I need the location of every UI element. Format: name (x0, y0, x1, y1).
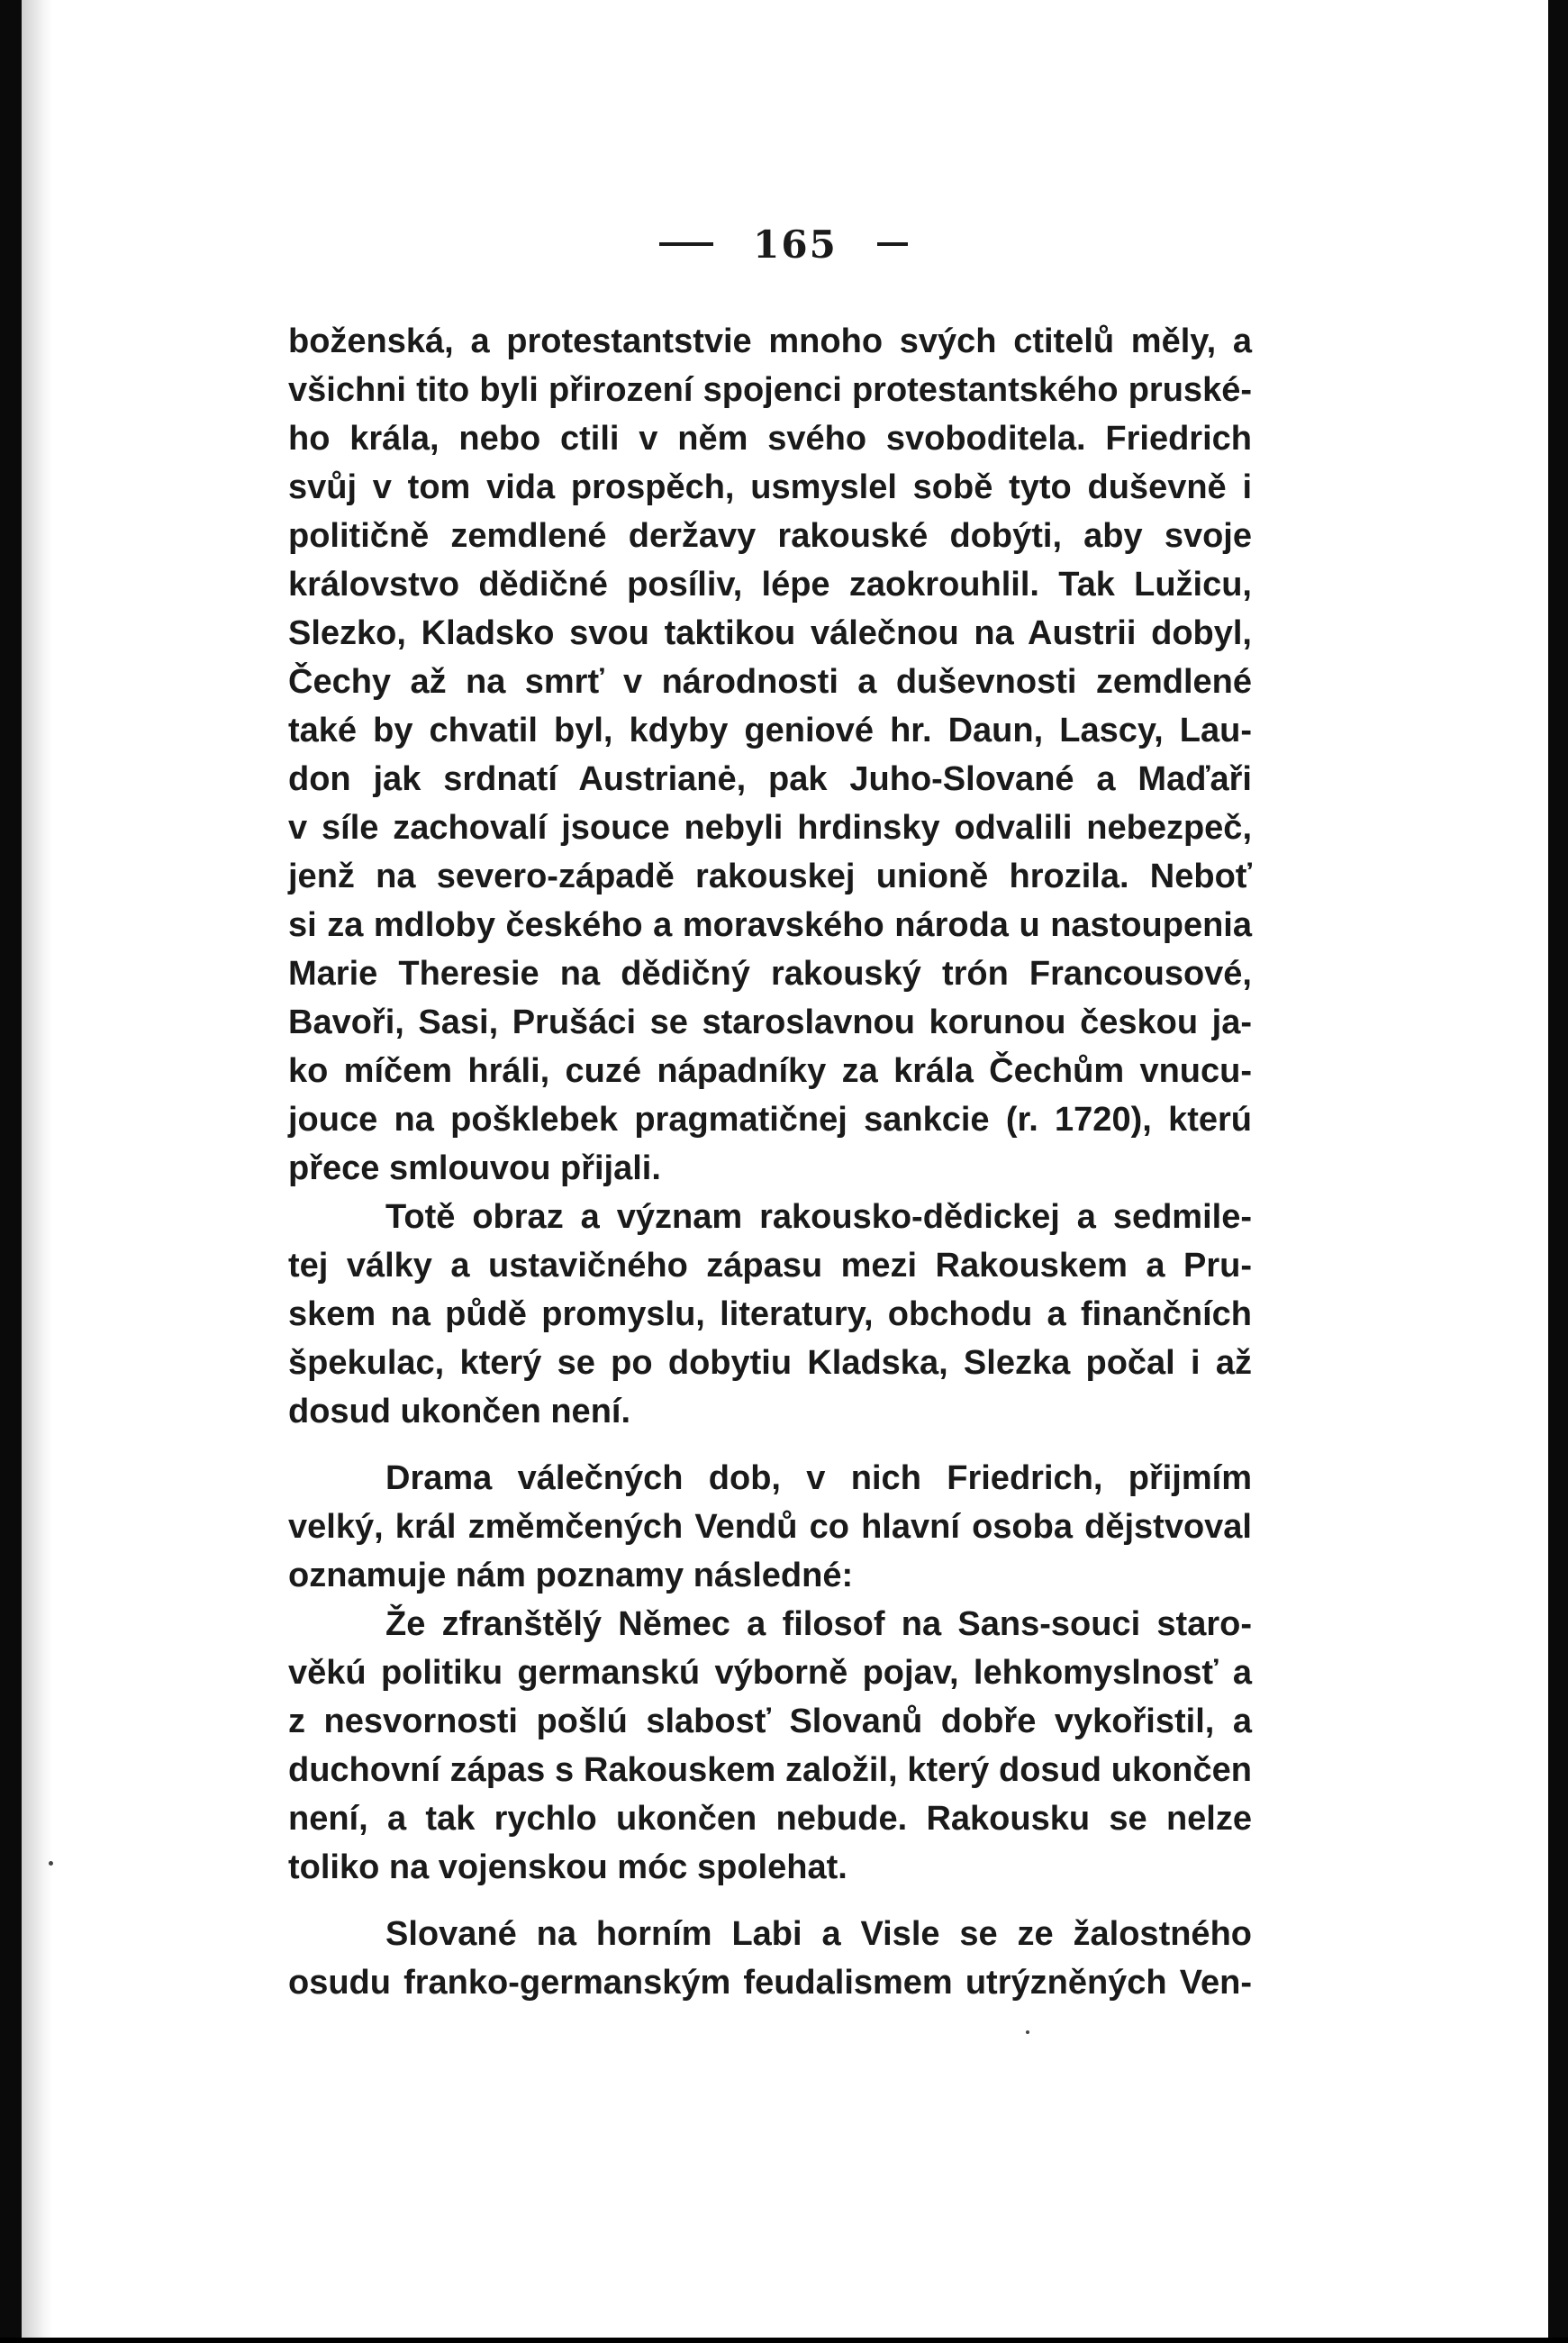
text-line: Drama válečných dob, v nich Friedrich, přijmím (385, 1459, 1252, 1497)
text-line: don jak srdnatí Austrianė, pak Juho-Slované a Maďaři (288, 760, 1252, 798)
text-line: Čechy až na smrť v národnosti a duševnosti zemdlené (288, 663, 1252, 701)
text-line: duchovní zápas s Rakouskem založil, který dosud ukončen (288, 1751, 1252, 1789)
text-line: si za mdloby českého a moravského národa u nastoupenia (288, 906, 1252, 944)
text-line: z nesvornosti pošlú slabosť Slovanů dobře vykořistil, a (288, 1703, 1252, 1740)
text-line: Bavoři, Sasi, Prušáci se staroslavnou korunou českou ja- (288, 1003, 1252, 1041)
text-line: také by chvatil byl, kdyby geniové hr. Daun, Lascy, Lau- (288, 712, 1252, 749)
text-line: svůj v tom vida prospěch, usmyslel sobě tyto duševně i (288, 468, 1252, 506)
scan-speck (49, 1861, 53, 1866)
text-line: velký, král změmčených Vendů co hlavní osoba dějstvoval (288, 1508, 1252, 1546)
text-line: královstvo dědičné posíliv, lépe zaokrouhlil. Tak Lužicu, (288, 566, 1252, 604)
text-line: špekulac, který se po dobytiu Kladska, Slezka počal i až (288, 1344, 1252, 1382)
paragraph-gap (288, 1892, 1252, 1910)
text-line: Slezko, Kladsko svou taktikou válečnou na Austrii dobyl, (288, 614, 1252, 652)
text-line: političně zemdlené deržavy rakouské dobýti, aby svoje (288, 517, 1252, 555)
text-line: ko míčem hráli, cuzé nápadníky za krála Čechům vnucu- (288, 1052, 1252, 1090)
text-line: Že zfranštělý Němec a filosof na Sans-souci staro- (385, 1605, 1252, 1643)
text-line: osudu franko-germanským feudalismem utrýzněných Ven- (288, 1964, 1252, 2002)
text-line: v síle zachovalí jsouce nebyli hrdinsky odvalili nebezpeč, (288, 809, 1252, 847)
header-dash-right (877, 242, 908, 246)
text-line: není, a tak rychlo ukončen nebude. Rakousku se nelze (288, 1800, 1252, 1838)
paragraph-gap (288, 1436, 1252, 1454)
page-number: 165 (753, 222, 838, 267)
text-line: toliko na vojenskou móc spolehat. (288, 1848, 847, 1886)
text-line: boženská, a protestantstvie mnoho svých ctitelů měly, a (288, 322, 1252, 360)
page-gutter-shadow (22, 0, 52, 2343)
body-text (288, 317, 1252, 2007)
text-line: ho krála, nebo ctili v něm svého svoboditela. Friedrich (288, 420, 1252, 458)
scan-speck (1026, 2030, 1029, 2034)
text-line: tej války a ustavičného zápasu mezi Rakouskem a Pru- (288, 1247, 1252, 1285)
text-line: věkú politiku germanskú výborně pojav, lehkomyslnosť a (288, 1654, 1252, 1692)
header-dash-left (659, 242, 713, 246)
text-line: přece smlouvou přijali. (288, 1149, 661, 1187)
text-line: dosud ukončen není. (288, 1393, 631, 1430)
text-line: jouce na pošklebek pragmatičnej sankcie (r. 1720), kterú (288, 1101, 1252, 1139)
text-line: Marie Theresie na dědičný rakouský trón Francousové, (288, 955, 1252, 993)
text-line: oznamuje nám poznamy následné: (288, 1557, 854, 1594)
scan-left-border (0, 0, 22, 2343)
scan-bottom-border (0, 2338, 1568, 2343)
text-line: všichni tito byli přirození spojenci protestantského pruské- (288, 371, 1252, 409)
text-line: jenž na severo-západě rakouskej unioně hrozila. Neboť (288, 858, 1252, 895)
text-line: Slované na horním Labi a Visle se ze žalostného (385, 1915, 1252, 1953)
text-line: skem na půdě promyslu, literatury, obchodu a finančních (288, 1295, 1252, 1333)
scan-right-border (1548, 0, 1568, 2343)
text-line: Totě obraz a význam rakousko-dědickej a sedmile- (385, 1198, 1252, 1236)
page-header (630, 222, 937, 267)
